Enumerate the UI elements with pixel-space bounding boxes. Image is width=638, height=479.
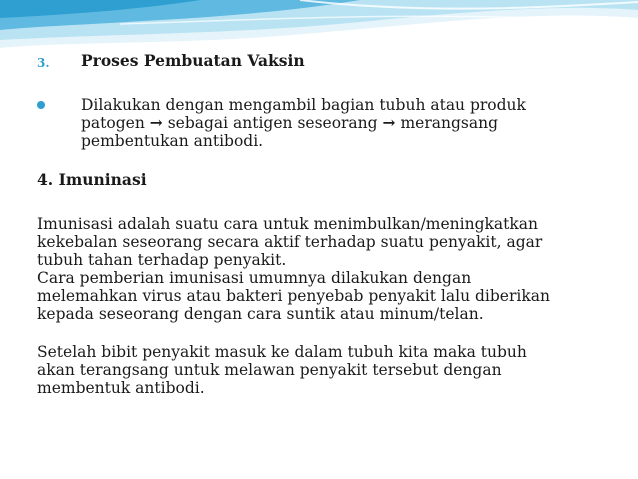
paragraph-line: melemahkan virus atau bakteri penyebab penyakit lalu diberikan [37, 287, 550, 305]
arrow-right-icon: → [382, 113, 396, 132]
bullet-word-merangsang: merangsang [400, 114, 498, 132]
bullet-line-2 [81, 114, 526, 132]
paragraph-line: Setelah bibit penyakit masuk ke dalam tubuh kita maka tubuh [37, 343, 527, 361]
arrow-right-icon: → [149, 113, 163, 132]
paragraph-method [37, 269, 597, 323]
numbered-item-3 [37, 52, 597, 72]
slide-content [37, 48, 597, 397]
paragraph-line: tubuh tahan terhadap penyakit. [37, 251, 287, 269]
paragraph-line: akan terangsang untuk melawan penyakit tersebut dengan [37, 361, 502, 379]
bullet-word-patogen: patogen [81, 114, 145, 132]
paragraph-line: membentuk antibodi. [37, 379, 205, 397]
paragraph-line: kepada seseorang dengan cara suntik atau minum/telan. [37, 305, 484, 323]
item-title: Proses Pembuatan Vaksin [81, 51, 305, 70]
bullet-line-3: pembentukan antibodi. [81, 132, 264, 150]
paragraph-line: Imunisasi adalah suatu cara untuk menimbulkan/meningkatkan [37, 215, 539, 233]
paragraph-response [37, 343, 597, 397]
paragraph-line: kekebalan seseorang secara aktif terhadap suatu penyakit, agar [37, 233, 543, 251]
paragraph-line: Cara pemberian imunisasi umumnya dilakukan dengan [37, 269, 472, 287]
item-number: 3. [37, 56, 50, 70]
bullet-item [37, 96, 597, 150]
paragraph-definition [37, 215, 597, 269]
bullet-line-1: Dilakukan dengan mengambil bagian tubuh atau produk [81, 96, 526, 114]
section-heading-imunisasi: 4. Imuninasi [37, 170, 147, 189]
bullet-phrase-antigen: sebagai antigen seseorang [167, 114, 378, 132]
